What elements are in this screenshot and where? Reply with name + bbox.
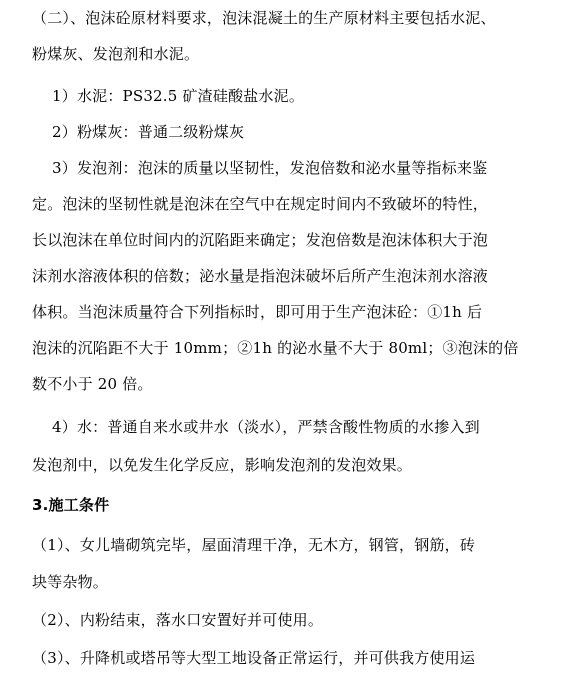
paragraph-line: 沫剂水溶液体积的倍数；泌水量是指泡沫破坏后所产生泡沫剂水溶液 [32,267,489,285]
paragraph-line: 数不小于 20 倍。 [32,375,153,393]
paragraph-line: 块等杂物。 [32,573,109,591]
paragraph-line: （二）、泡沫砼原材料要求，泡沫混凝土的生产原材料主要包括水泥、 [32,9,496,27]
paragraph-line: 定。泡沫的坚韧性就是泡沫在空气中在规定时间内不致破坏的特性， [32,195,489,213]
paragraph-line: 泡沫的沉陷距不大于 10mm；②1h 的泌水量不大于 80ml；③泡沫的倍 [32,339,519,357]
paragraph-line: 长以泡沫在单位时间内的沉陷距来确定；发泡倍数是泡沫体积大于泡 [32,231,489,249]
list-item: （1）、女儿墙砌筑完毕，屋面清理干净，无木方，钢管，钢筋，砖 [32,536,476,554]
list-item: 2）粉煤灰：普通二级粉煤灰 [52,123,245,141]
list-item: （3）、升降机或塔吊等大型工地设备正常运行，并可供我方使用运 [32,649,476,667]
section-heading: 3.施工条件 [32,496,110,514]
list-item: 4）水：普通自来水或井水（淡水），严禁含酸性物质的水掺入到 [52,418,480,436]
paragraph-line: 体积。当泡沫质量符合下列指标时，即可用于生产泡沫砼：①1h 后 [32,303,483,321]
paragraph-line: 发泡剂中，以免发生化学反应，影响发泡剂的发泡效果。 [32,456,413,474]
paragraph-line: 粉煤灰、发泡剂和水泥。 [32,45,200,63]
list-item: （2）、内粉结束，落水口安置好并可使用。 [32,611,324,629]
list-item: 1）水泥：PS32.5 矿渣硅酸盐水泥。 [52,87,305,105]
list-item: 3）发泡剂：泡沫的质量以坚韧性，发泡倍数和泌水量等指标来鉴 [52,159,488,177]
